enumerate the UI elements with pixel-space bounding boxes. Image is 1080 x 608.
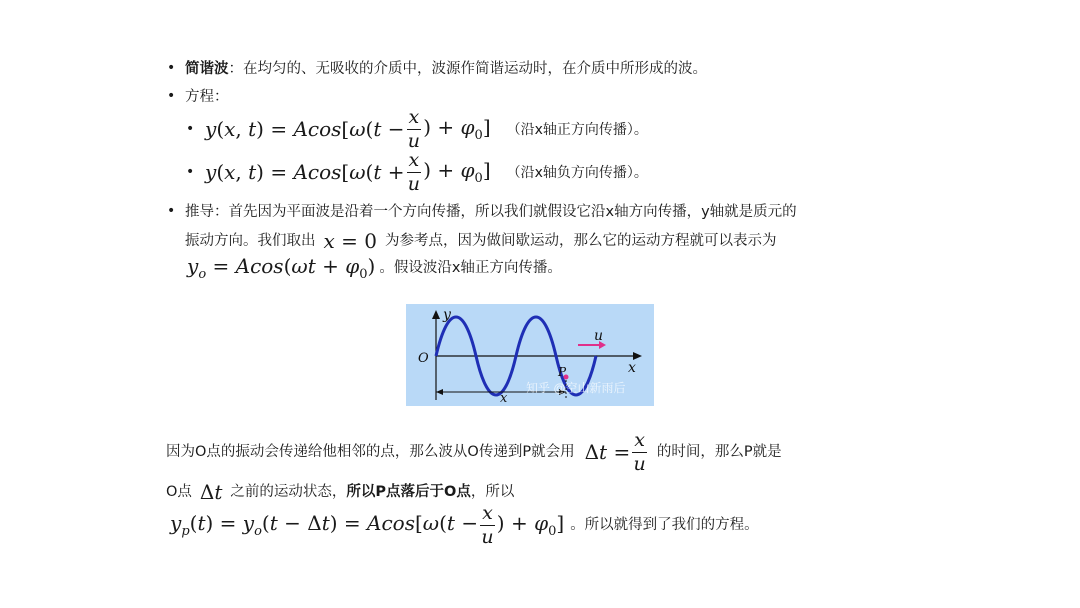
origin-label: O <box>418 351 429 366</box>
watermark: 知乎 @空山新雨后 <box>526 381 626 395</box>
distance-label: x <box>500 391 508 406</box>
axis-x-label: x <box>628 360 636 376</box>
conclusion-line-2a: O点 <box>166 484 192 500</box>
term-simple-harmonic-wave: 简谐波 <box>185 61 229 77</box>
wave-diagram-svg <box>406 304 654 406</box>
derivation-line-3: $y_o = Acos(\omega t + \varphi_0)$ 。假设波沿x轴正方向传播。 <box>187 254 562 282</box>
equation-positive: y(x, t) = Acos[ω(t − $\frac{x}{u}$ ) + $\varphi_0$] （沿x轴正方向传播）。 <box>205 105 648 152</box>
conclusion-line-1a: 因为O点的振动会传递给他相邻的点，那么波从O传递到P就会用 <box>166 444 575 460</box>
definition-text: ：在均匀的、无吸收的介质中，波源作简谐运动时，在介质中所形成的波。 <box>228 61 707 77</box>
sub-bullet-dot: • <box>186 121 195 137</box>
point-p-label: P <box>558 365 567 379</box>
bullet-dot: • <box>167 88 176 104</box>
bullet-dot: • <box>167 203 176 219</box>
conclusion-line-1: 因为O点的振动会传递给他相邻的点，那么波从O传递到P就会用 Δt = $\frac{x}{u}$ 的时间，那么P就是 <box>166 428 782 475</box>
conclusion-line-2: O点 Δt 之前的运动状态， 所以P点落后于O点 ，所以 <box>166 480 515 504</box>
derivation-line-2: 振动方向。我们取出 x = 0 为参考点，因为做间歇运动，那么它的运动方程就可以表示为 <box>185 229 777 253</box>
conclusion-line-2c: ，所以 <box>470 484 515 500</box>
conclusion-line-1b: 的时间，那么P就是 <box>656 444 782 460</box>
conclusion-line-3: $y_p(t) = y_o(t - \Delta t) = Acos[\omega(t$ − $\frac{x}{u}$ ) + $\varphi_0$] 。所以就得到了我们的方程。 <box>170 501 759 548</box>
wave-diagram <box>406 304 654 406</box>
conclusion-line-2b: 之前的运动状态， <box>230 484 347 500</box>
bullet-dot: • <box>167 60 176 76</box>
conclusion-line-3-text: 。所以就得到了我们的方程。 <box>570 517 759 533</box>
derivation-line-2a: 振动方向。我们取出 <box>185 233 316 249</box>
derivation-line-1: 推导：首先因为平面波是沿着一个方向传播，所以我们就假设它沿x轴方向传播，y轴就是质元的 <box>185 204 797 220</box>
conclusion-bold-text: 所以P点落后于O点 <box>346 484 471 500</box>
derivation-line-2b: 为参考点，因为做间歇运动，那么它的运动方程就可以表示为 <box>385 233 777 249</box>
equations-heading: 方程： <box>185 89 229 105</box>
velocity-label: u <box>594 328 604 344</box>
equation-negative: y(x, t) = Acos[ω(t + $\frac{x}{u}$ ) + $\varphi_0$] （沿x轴负方向传播）。 <box>205 148 648 195</box>
sub-bullet-dot: • <box>186 164 195 180</box>
equation-negative-note: （沿x轴负方向传播）。 <box>506 165 648 181</box>
definition-line <box>185 59 707 79</box>
axis-y-label: y <box>443 307 451 323</box>
equation-positive-note: （沿x轴正方向传播）。 <box>506 122 648 138</box>
derivation-line-3-text: 。假设波沿x轴正方向传播。 <box>379 260 562 276</box>
